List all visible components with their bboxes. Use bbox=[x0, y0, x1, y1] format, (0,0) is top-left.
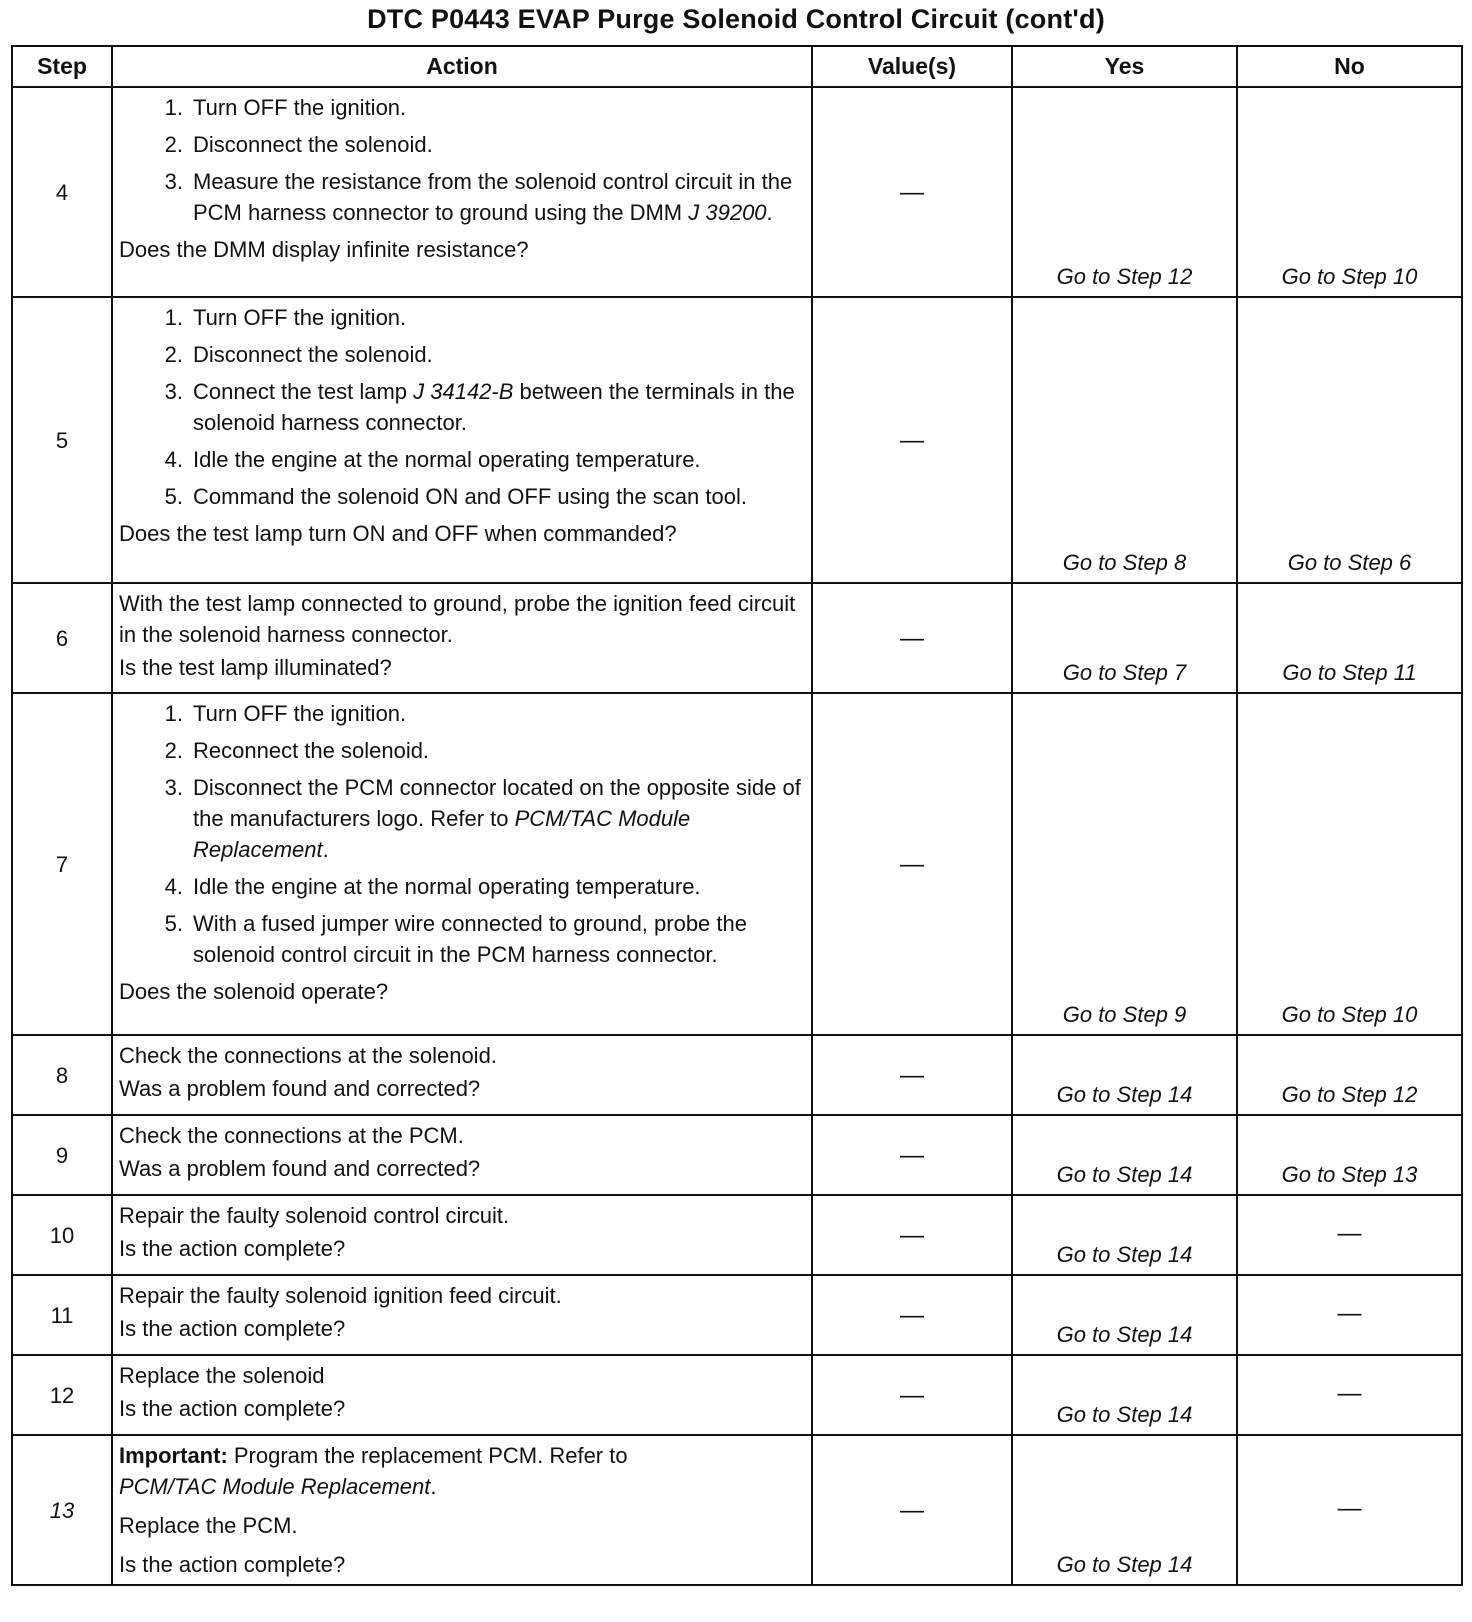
item-text bbox=[193, 166, 805, 228]
question: Does the DMM display infinite resistance? bbox=[119, 237, 529, 262]
item-text: Idle the engine at the normal operating temperature. bbox=[193, 874, 701, 899]
list-item bbox=[119, 376, 805, 438]
item-number: 5. bbox=[164, 911, 183, 936]
value-cell: — bbox=[812, 297, 1012, 583]
value-cell: — bbox=[812, 87, 1012, 297]
item-number: 5. bbox=[164, 484, 183, 509]
tool-reference: J 34142-B bbox=[413, 379, 514, 404]
manual-reference: PCM/TAC Module Replacement bbox=[193, 806, 691, 862]
yes-result: Go to Step 14 bbox=[1012, 1115, 1237, 1195]
list-item bbox=[119, 166, 805, 228]
item-number: 1. bbox=[164, 95, 183, 120]
item-number: 2. bbox=[164, 132, 183, 157]
no-result: Go to Step 6 bbox=[1237, 297, 1462, 583]
list-item bbox=[119, 129, 805, 160]
step-number: 9 bbox=[12, 1115, 112, 1195]
item-text: With a fused jumper wire connected to ground, probe the solenoid control circuit in the PCM harness connector. bbox=[193, 911, 747, 967]
list-item bbox=[119, 302, 805, 333]
header-yes: Yes bbox=[1012, 46, 1237, 87]
item-text-part: Disconnect the PCM connector located on the opposite side of the manufacturers logo. Refer to bbox=[193, 775, 801, 831]
item-number: 4. bbox=[164, 874, 183, 899]
item-text: Turn OFF the ignition. bbox=[193, 701, 407, 726]
list-item bbox=[119, 908, 805, 970]
value-cell: — bbox=[812, 1115, 1012, 1195]
item-number: 4. bbox=[164, 447, 183, 472]
step-number: 12 bbox=[12, 1355, 112, 1435]
list-item bbox=[119, 92, 805, 123]
action-cell bbox=[112, 87, 812, 297]
item-text-part: . bbox=[766, 200, 773, 225]
item-number: 3. bbox=[164, 379, 183, 404]
item-text: Idle the engine at the normal operating temperature. bbox=[193, 447, 701, 472]
step-number: 11 bbox=[12, 1275, 112, 1355]
item-text: Turn OFF the ignition. bbox=[193, 95, 407, 120]
value-cell: — bbox=[812, 583, 1012, 693]
action-list bbox=[119, 302, 805, 512]
value-cell: — bbox=[812, 1355, 1012, 1435]
step-number: 8 bbox=[12, 1035, 112, 1115]
no-result: Go to Step 10 bbox=[1237, 693, 1462, 1035]
step-number: 4 bbox=[12, 87, 112, 297]
step-number: 13 bbox=[12, 1435, 112, 1585]
no-result: Go to Step 13 bbox=[1237, 1115, 1462, 1195]
header-step: Step bbox=[12, 46, 112, 87]
action-cell bbox=[112, 1435, 812, 1585]
table-row bbox=[12, 87, 1462, 297]
action-text: With the test lamp connected to ground, probe the ignition feed circuit in the solenoid harness connector. bbox=[119, 591, 796, 647]
action-cell bbox=[112, 1275, 812, 1355]
action-text: Replace the PCM. bbox=[119, 1513, 298, 1538]
question: Is the action complete? bbox=[119, 1236, 346, 1261]
table-row bbox=[12, 297, 1462, 583]
action-list bbox=[119, 92, 805, 228]
no-result: — bbox=[1237, 1195, 1462, 1275]
note-text: Program the replacement PCM. Refer to bbox=[227, 1443, 628, 1468]
list-item bbox=[119, 698, 805, 729]
item-number: 1. bbox=[164, 701, 183, 726]
list-item bbox=[119, 481, 805, 512]
table-row bbox=[12, 1435, 1462, 1585]
list-item bbox=[119, 871, 805, 902]
important-note bbox=[119, 1440, 805, 1502]
yes-result: Go to Step 14 bbox=[1012, 1035, 1237, 1115]
question: Does the test lamp turn ON and OFF when commanded? bbox=[119, 521, 677, 546]
item-text bbox=[193, 772, 805, 865]
yes-result: Go to Step 14 bbox=[1012, 1195, 1237, 1275]
item-number: 1. bbox=[164, 305, 183, 330]
item-text-part: Measure the resistance from the solenoid control circuit in the PCM harness connector to ground using the DMM bbox=[193, 169, 793, 225]
table-row bbox=[12, 1115, 1462, 1195]
tool-reference: J 39200 bbox=[688, 200, 767, 225]
item-number: 2. bbox=[164, 342, 183, 367]
question: Was a problem found and corrected? bbox=[119, 1076, 481, 1101]
action-cell bbox=[112, 1035, 812, 1115]
action-cell bbox=[112, 1115, 812, 1195]
item-text: Command the solenoid ON and OFF using the scan tool. bbox=[193, 484, 747, 509]
step-number: 10 bbox=[12, 1195, 112, 1275]
step-number: 6 bbox=[12, 583, 112, 693]
question: Is the test lamp illuminated? bbox=[119, 655, 392, 680]
action-text: Replace the solenoid bbox=[119, 1363, 325, 1388]
yes-result: Go to Step 12 bbox=[1012, 87, 1237, 297]
yes-result: Go to Step 8 bbox=[1012, 297, 1237, 583]
question: Was a problem found and corrected? bbox=[119, 1156, 481, 1181]
header-no: No bbox=[1237, 46, 1462, 87]
yes-result: Go to Step 14 bbox=[1012, 1275, 1237, 1355]
manual-reference: PCM/TAC Module Replacement bbox=[119, 1474, 431, 1499]
action-text: Repair the faulty solenoid control circuit. bbox=[119, 1203, 510, 1228]
item-text-part: between the terminals in the solenoid harness connector. bbox=[193, 379, 795, 435]
question: Is the action complete? bbox=[119, 1316, 346, 1341]
step-number: 5 bbox=[12, 297, 112, 583]
table-row bbox=[12, 693, 1462, 1035]
step-number: 7 bbox=[12, 693, 112, 1035]
important-label: Important: bbox=[119, 1443, 228, 1468]
no-result: Go to Step 10 bbox=[1237, 87, 1462, 297]
value-cell: — bbox=[812, 1195, 1012, 1275]
item-number: 3. bbox=[164, 775, 183, 800]
action-list bbox=[119, 698, 805, 970]
value-cell: — bbox=[812, 1035, 1012, 1115]
action-text: Check the connections at the solenoid. bbox=[119, 1043, 497, 1068]
question: Is the action complete? bbox=[119, 1396, 346, 1421]
yes-result: Go to Step 14 bbox=[1012, 1435, 1237, 1585]
header-row bbox=[12, 46, 1462, 87]
table-row bbox=[12, 583, 1462, 693]
list-item bbox=[119, 735, 805, 766]
action-text: Check the connections at the PCM. bbox=[119, 1123, 464, 1148]
diagnostic-table bbox=[11, 45, 1463, 1586]
table-row bbox=[12, 1275, 1462, 1355]
list-item bbox=[119, 444, 805, 475]
action-cell bbox=[112, 1195, 812, 1275]
list-item bbox=[119, 772, 805, 865]
item-number: 2. bbox=[164, 738, 183, 763]
question: Does the solenoid operate? bbox=[119, 979, 389, 1004]
value-cell: — bbox=[812, 693, 1012, 1035]
table-row bbox=[12, 1035, 1462, 1115]
item-text: Turn OFF the ignition. bbox=[193, 305, 407, 330]
table-row bbox=[12, 1195, 1462, 1275]
yes-result: Go to Step 7 bbox=[1012, 583, 1237, 693]
yes-result: Go to Step 9 bbox=[1012, 693, 1237, 1035]
item-text-part: . bbox=[322, 837, 329, 862]
action-text: Repair the faulty solenoid ignition feed circuit. bbox=[119, 1283, 562, 1308]
action-cell bbox=[112, 693, 812, 1035]
item-text: Disconnect the solenoid. bbox=[193, 342, 433, 367]
header-action: Action bbox=[112, 46, 812, 87]
table-row bbox=[12, 1355, 1462, 1435]
no-result: — bbox=[1237, 1355, 1462, 1435]
value-cell: — bbox=[812, 1275, 1012, 1355]
no-result: Go to Step 12 bbox=[1237, 1035, 1462, 1115]
item-text: Disconnect the solenoid. bbox=[193, 132, 433, 157]
item-number: 3. bbox=[164, 169, 183, 194]
no-result: — bbox=[1237, 1435, 1462, 1585]
no-result: Go to Step 11 bbox=[1237, 583, 1462, 693]
yes-result: Go to Step 14 bbox=[1012, 1355, 1237, 1435]
action-cell bbox=[112, 297, 812, 583]
item-text: Reconnect the solenoid. bbox=[193, 738, 430, 763]
list-item bbox=[119, 339, 805, 370]
item-text-part: Connect the test lamp bbox=[193, 379, 414, 404]
note-text: . bbox=[430, 1474, 437, 1499]
page-title: DTC P0443 EVAP Purge Solenoid Control Circuit (cont'd) bbox=[367, 4, 1105, 34]
action-cell bbox=[112, 583, 812, 693]
question: Is the action complete? bbox=[119, 1552, 346, 1577]
item-text bbox=[193, 376, 805, 438]
value-cell: — bbox=[812, 1435, 1012, 1585]
no-result: — bbox=[1237, 1275, 1462, 1355]
action-cell bbox=[112, 1355, 812, 1435]
header-values: Value(s) bbox=[812, 46, 1012, 87]
